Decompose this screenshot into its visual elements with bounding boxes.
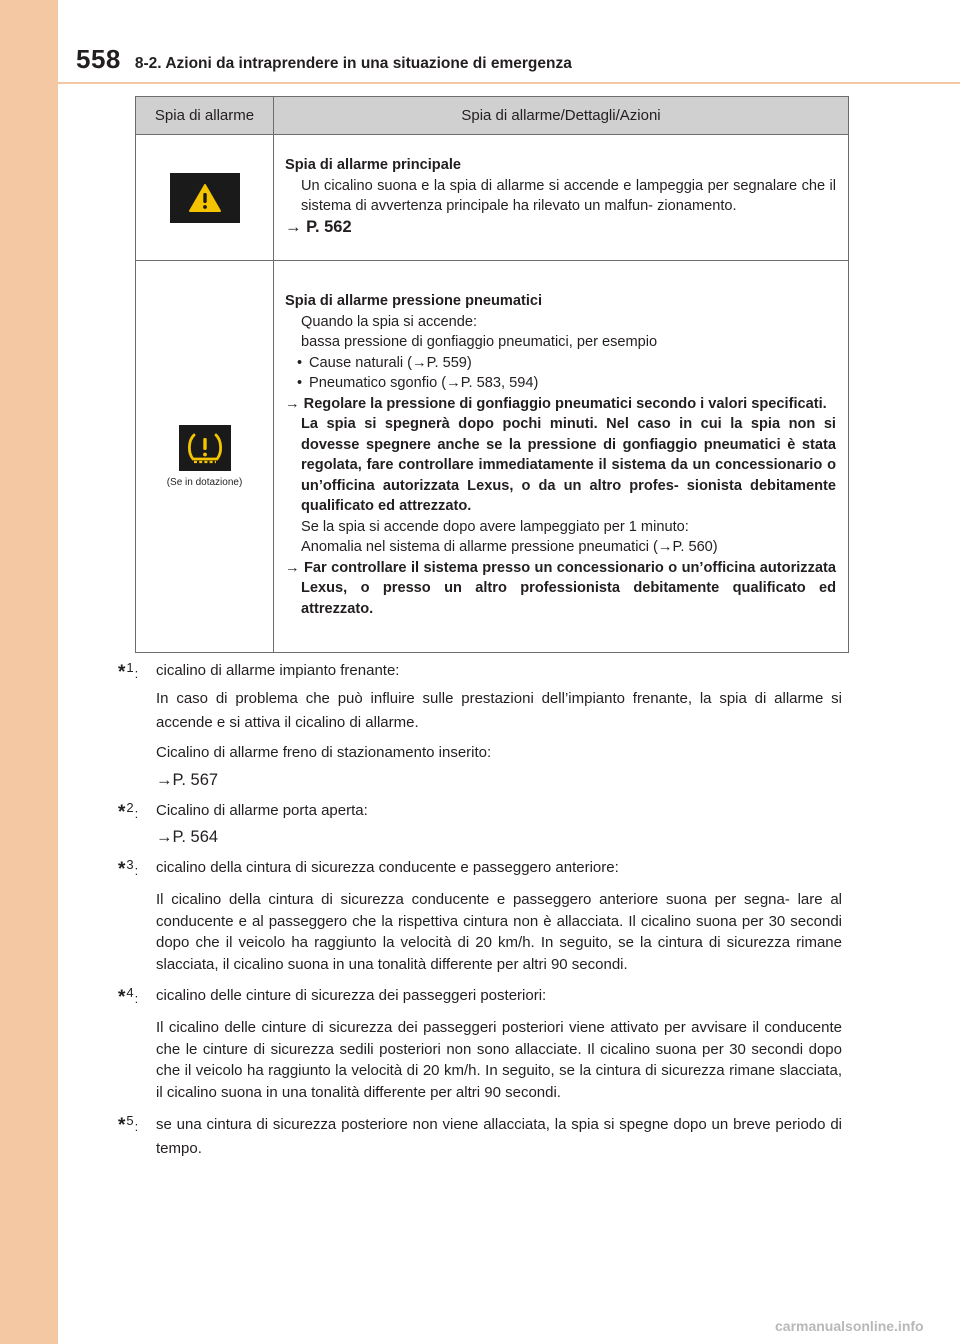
footnote-marker: *3:	[118, 857, 139, 880]
icon-note: (Se in dotazione)	[166, 477, 243, 488]
footnote-marker: *1:	[118, 660, 139, 683]
row-title: Spia di allarme principale	[285, 157, 462, 173]
action-detail: La spia si spegnerà dopo pochi minuti. Nel caso in cui la spia non si dovesse spegnere anche se la pressione di gonfiaggio pneumatici è stata regolata, fare controllare immediatamente il sistema da un concessionario o un’officina autorizzata Lexus, o da un altro profes- sionista debitamente qualificato ed attrezzato.	[301, 416, 836, 514]
table-header-row	[136, 97, 849, 135]
footnote-marker: *2:	[118, 800, 139, 823]
tire-pressure-icon	[179, 425, 231, 471]
page-header	[76, 44, 572, 75]
footnote-reference: →P. 564	[156, 828, 219, 846]
icon-cell	[136, 261, 274, 653]
footnote-2	[118, 800, 842, 847]
footnote-title: Cicalino di allarme porta aperta:	[156, 802, 368, 819]
page-number: 558	[76, 44, 121, 74]
footnote-body: In caso di problema che può influire sulle prestazioni dell’impianto frenante, la spia di allarme si accende e si attiva il cicalino di allarme.	[156, 690, 842, 731]
footnote-reference: →P. 567	[156, 771, 219, 789]
section-title: 8-2. Azioni da intraprendere in una situazione di emergenza	[134, 55, 572, 72]
footnote-body: Il cicalino della cintura di sicurezza conducente e passeggero anteriore suona per segna- lare al conducente e al passeggero che la rispettiva cintura non è allacciata. Il cicalino suona per 30 secondi dopo che il veicolo ha raggiunto la velocità di 20 km/h. In seguito, se la cintura di sicurezza rimane slacciata, il cicalino suona in una tonalità differente per altri 90 secondi.	[156, 891, 842, 973]
footnote-1	[118, 660, 842, 790]
footnote-title: cicalino di allarme impianto frenante:	[156, 662, 400, 679]
row-line: Quando la spia si accende:	[301, 313, 478, 330]
footnotes	[118, 660, 842, 1171]
description-cell	[274, 261, 849, 653]
row-line: Se la spia si accende dopo avere lampeggiato per 1 minuto:	[301, 518, 689, 535]
page-reference: → P. 562	[285, 217, 352, 236]
table-row-master-warning	[136, 135, 849, 261]
row-line: bassa pressione di gonfiaggio pneumatici, per esempio	[301, 334, 658, 350]
column-header-warning-light: Spia di allarme	[136, 97, 274, 135]
description-cell	[274, 135, 849, 261]
footnote-title: cicalino delle cinture di sicurezza dei passeggeri posteriori:	[156, 987, 547, 1004]
watermark: carmanualsonline.info	[775, 1318, 924, 1334]
icon-cell	[136, 135, 274, 261]
master-warning-icon	[170, 173, 240, 223]
footnote-marker: *5:	[118, 1113, 139, 1136]
action-text: → Regolare la pressione di gonfiaggio pneumatici secondo i valori specificati.	[285, 395, 827, 412]
action-text: → Far controllare il sistema presso un concessionario o un’officina autorizzata Lexus, o presso un altro professionista debitamente qualificato ed attrezzato.	[285, 559, 836, 617]
footnote-title: se una cintura di sicurezza posteriore non viene allacciata, la spia si spegne dopo un breve periodo di tempo.	[156, 1116, 842, 1157]
header-rule	[58, 82, 960, 84]
footnote-title: cicalino della cintura di sicurezza conducente e passeggero anteriore:	[156, 859, 619, 876]
footnote-marker: *4:	[118, 985, 139, 1008]
footnote-3	[118, 857, 842, 975]
footnote-5	[118, 1113, 842, 1161]
footnote-body: Il cicalino delle cinture di sicurezza dei passeggeri posteriori viene attivato per avvisare il conducente che le cinture di sicurezza sedili posteriori non sono allacciate. Il cicalino suona per 30 secondi dopo che il veicolo ha raggiunto la velocità di 20 km/h. In seguito, se la cintura di sicurezza rimane slacciata, il cicalino suona in una tonalità differente per altri 90 secondi.	[156, 1019, 842, 1101]
row-line: Anomalia nel sistema di allarme pressione pneumatici (→P. 560)	[301, 539, 718, 555]
column-header-details: Spia di allarme/Dettagli/Azioni	[274, 97, 849, 135]
row-text: Un cicalino suona e la spia di allarme si accende e lampeggia per segnalare che il sistema di avvertenza principale ha rilevato un malfun- zionamento.	[301, 177, 836, 214]
warning-light-table	[135, 96, 849, 653]
bullet-item: • Cause naturali (→P. 559)	[285, 353, 836, 374]
row-title: Spia di allarme pressione pneumatici	[285, 293, 543, 309]
side-color-strip	[0, 0, 58, 1344]
table-row-tire-pressure	[136, 261, 849, 653]
footnote-4	[118, 985, 842, 1103]
bullet-item: • Pneumatico sgonfio (→P. 583, 594)	[285, 373, 836, 394]
footnote-body: Cicalino di allarme freno di stazionamento inserito:	[156, 744, 492, 761]
